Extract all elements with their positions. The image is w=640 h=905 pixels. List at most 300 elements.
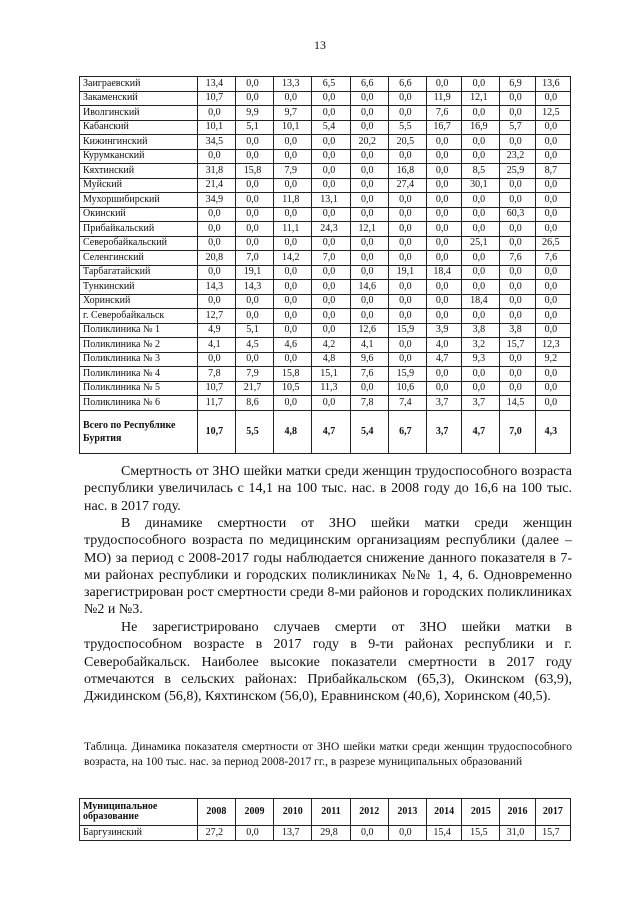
table-cell: 12,6: [350, 323, 388, 338]
table-cell: 0,0: [535, 367, 570, 382]
table-cell: 0,0: [235, 149, 273, 164]
table-cell: 0,0: [350, 91, 388, 106]
table-cell: 0,0: [312, 396, 350, 411]
table-cell: 0,0: [274, 323, 312, 338]
table-cell: 0,0: [274, 352, 312, 367]
table-cell: 7,6: [350, 367, 388, 382]
table-cell: 16,7: [427, 120, 462, 135]
table-cell: 7,6: [500, 251, 535, 266]
table-cell: 10,7: [197, 410, 235, 453]
table-cell: 9,3: [462, 352, 500, 367]
table-cell: 0,0: [462, 280, 500, 295]
table-cell: 7,8: [197, 367, 235, 382]
table-cell: 20,8: [197, 251, 235, 266]
table-cell: 0,0: [462, 106, 500, 121]
table-cell: 0,0: [312, 280, 350, 295]
table-cell: 0,0: [462, 193, 500, 208]
table-cell: 0,0: [427, 367, 462, 382]
table-cell: 0,0: [197, 106, 235, 121]
table-cell: 4,1: [350, 338, 388, 353]
table-cell: 27,2: [197, 826, 235, 841]
table-cell: 0,0: [312, 149, 350, 164]
table-cell: 0,0: [350, 120, 388, 135]
table-cell: 19,1: [235, 265, 273, 280]
table-cell: 0,0: [535, 193, 570, 208]
table-cell: 7,0: [312, 251, 350, 266]
table-cell: 0,0: [312, 164, 350, 179]
table-cell: 18,4: [427, 265, 462, 280]
table-cell: 0,0: [312, 178, 350, 193]
table-cell: 0,0: [500, 265, 535, 280]
table-cell: 0,0: [535, 396, 570, 411]
table-cell: 0,0: [235, 309, 273, 324]
table-cell: 0,0: [235, 77, 273, 92]
table-cell: 5,1: [235, 323, 273, 338]
table-cell: 4,6: [274, 338, 312, 353]
row-name: Баргузинский: [80, 826, 198, 841]
table-cell: 15,4: [427, 826, 462, 841]
table-cell: 0,0: [500, 280, 535, 295]
table-cell: 0,0: [312, 309, 350, 324]
row-name: Тарбагатайский: [80, 265, 198, 280]
table-row: [80, 309, 571, 324]
table-cell: 30,1: [462, 178, 500, 193]
table-cell: 0,0: [427, 294, 462, 309]
table-cell: 14,2: [274, 251, 312, 266]
table-cell: 0,0: [535, 135, 570, 150]
table-cell: 8,5: [462, 164, 500, 179]
table-cell: 0,0: [500, 309, 535, 324]
table-cell: 0,0: [388, 149, 426, 164]
table-cell: 0,0: [535, 280, 570, 295]
table-cell: 0,0: [462, 309, 500, 324]
table-cell: 20,2: [350, 135, 388, 150]
table-row: [80, 91, 571, 106]
row-name: Хоринский: [80, 294, 198, 309]
table-cell: 13,4: [197, 77, 235, 92]
table-cell: 0,0: [427, 77, 462, 92]
table-row: [80, 193, 571, 208]
row-name: Поликлиника № 6: [80, 396, 198, 411]
column-header-year: 2016: [500, 799, 535, 826]
table-caption: Таблица. Динамика показателя смертности от ЗНО шейки матки среди женщин трудоспособного возраста, на 100 тыс. нас. за период 2008-2017 гг., в разрезе муниципальных образований: [84, 741, 572, 768]
table-cell: 6,6: [388, 77, 426, 92]
paragraph-no-deaths-registered: [84, 619, 572, 705]
table-row: [80, 222, 571, 237]
table-cell: 0,0: [462, 381, 500, 396]
table-cell: 5,7: [500, 120, 535, 135]
table-cell: 0,0: [197, 149, 235, 164]
table-row: [80, 280, 571, 295]
table-cell: 0,0: [312, 294, 350, 309]
table-total-row: [80, 410, 571, 453]
table-row: [80, 826, 571, 841]
table-header-row: [80, 799, 571, 826]
table-cell: 10,1: [197, 120, 235, 135]
table-cell: 14,5: [500, 396, 535, 411]
table-cell: 0,0: [462, 222, 500, 237]
table-cell: 15,8: [274, 367, 312, 382]
table-cell: 0,0: [500, 352, 535, 367]
table-row: [80, 396, 571, 411]
table-cell: 4,7: [427, 352, 462, 367]
row-name: Северобайкальский: [80, 236, 198, 251]
table-cell: 10,7: [197, 381, 235, 396]
table-cell: 8,7: [535, 164, 570, 179]
table-cell: 34,9: [197, 193, 235, 208]
table-cell: 0,0: [427, 164, 462, 179]
table-cell: 5,1: [235, 120, 273, 135]
table-cell: 0,0: [350, 265, 388, 280]
column-header-year: 2013: [388, 799, 426, 826]
table-cell: 0,0: [427, 135, 462, 150]
table-row: [80, 251, 571, 266]
table-cell: 0,0: [350, 207, 388, 222]
table-row: [80, 178, 571, 193]
table-cell: 0,0: [535, 222, 570, 237]
table-cell: 0,0: [535, 178, 570, 193]
table-cell: 0,0: [388, 236, 426, 251]
table-cell: 0,0: [500, 178, 535, 193]
table-cell: 0,0: [500, 367, 535, 382]
table-cell: 0,0: [427, 193, 462, 208]
column-header-year: 2014: [427, 799, 462, 826]
table-cell: 0,0: [427, 222, 462, 237]
row-name: Поликлиника № 5: [80, 381, 198, 396]
table-cell: 14,3: [235, 280, 273, 295]
table-cell: 0,0: [535, 207, 570, 222]
table-cell: 0,0: [350, 236, 388, 251]
row-name: Поликлиника № 1: [80, 323, 198, 338]
table-cell: 15,8: [235, 164, 273, 179]
row-name: Поликлиника № 4: [80, 367, 198, 382]
table-cell: 4,8: [274, 410, 312, 453]
table-cell: 0,0: [235, 222, 273, 237]
table-cell: 0,0: [197, 352, 235, 367]
row-name: Поликлиника № 2: [80, 338, 198, 353]
table-cell: 24,3: [312, 222, 350, 237]
table-cell: 7,0: [235, 251, 273, 266]
table-cell: 0,0: [235, 826, 273, 841]
table-cell: 6,7: [388, 410, 426, 453]
table-cell: 10,6: [388, 381, 426, 396]
table-cell: 11,8: [274, 193, 312, 208]
table-cell: 0,0: [535, 309, 570, 324]
table-cell: 3,9: [427, 323, 462, 338]
table-cell: 3,7: [462, 396, 500, 411]
table-cell: 0,0: [235, 135, 273, 150]
table-cell: 10,1: [274, 120, 312, 135]
table-cell: 0,0: [312, 106, 350, 121]
table-cell: 0,0: [388, 294, 426, 309]
table-cell: 0,0: [235, 352, 273, 367]
table-cell: 0,0: [274, 178, 312, 193]
table-cell: 0,0: [197, 236, 235, 251]
table-cell: 0,0: [388, 91, 426, 106]
table-cell: 31,0: [500, 826, 535, 841]
table-cell: 4,5: [235, 338, 273, 353]
table-cell: 0,0: [535, 265, 570, 280]
table-cell: 0,0: [235, 236, 273, 251]
table-cell: 0,0: [462, 207, 500, 222]
table-cell: 9,6: [350, 352, 388, 367]
table-cell: 12,5: [535, 106, 570, 121]
table-row: [80, 367, 571, 382]
table-cell: 0,0: [235, 207, 273, 222]
column-header-year: 2008: [197, 799, 235, 826]
table-cell: 0,0: [535, 323, 570, 338]
table-cell: 23,2: [500, 149, 535, 164]
table-cell: 12,3: [535, 338, 570, 353]
table-cell: 15,9: [388, 323, 426, 338]
table-row: [80, 352, 571, 367]
table-cell: 0,0: [197, 294, 235, 309]
table-cell: 15,5: [462, 826, 500, 841]
table-cell: 3,8: [500, 323, 535, 338]
table-cell: 6,5: [312, 77, 350, 92]
column-header-year: 2012: [350, 799, 388, 826]
row-name: Тункинский: [80, 280, 198, 295]
paragraph-mortality-increase: [84, 463, 572, 515]
table-cell: 0,0: [462, 135, 500, 150]
table-cell: 0,0: [274, 207, 312, 222]
table-cell: 0,0: [388, 106, 426, 121]
table-cell: 27,4: [388, 178, 426, 193]
table-cell: 3,8: [462, 323, 500, 338]
table-cell: 7,4: [388, 396, 426, 411]
table-cell: 0,0: [350, 193, 388, 208]
table-cell: 5,4: [350, 410, 388, 453]
row-name: Иволгинский: [80, 106, 198, 121]
table-cell: 0,0: [274, 280, 312, 295]
table-cell: 0,0: [535, 149, 570, 164]
table-cell: 0,0: [427, 280, 462, 295]
table-cell: 0,0: [500, 135, 535, 150]
table-cell: 15,9: [388, 367, 426, 382]
row-name: Заиграевский: [80, 77, 198, 92]
table-cell: 0,0: [350, 309, 388, 324]
table-cell: 7,6: [535, 251, 570, 266]
table-cell: 25,9: [500, 164, 535, 179]
table-cell: 0,0: [427, 207, 462, 222]
table-cell: 4,7: [462, 410, 500, 453]
table-cell: 0,0: [274, 149, 312, 164]
table-row: [80, 77, 571, 92]
table-cell: 12,1: [350, 222, 388, 237]
row-name: Закаменский: [80, 91, 198, 106]
table-cell: 15,7: [535, 826, 570, 841]
table-cell: 21,7: [235, 381, 273, 396]
table-cell: 0,0: [312, 323, 350, 338]
table-row: [80, 207, 571, 222]
table-cell: 4,2: [312, 338, 350, 353]
table-row: [80, 120, 571, 135]
table-cell: 10,5: [274, 381, 312, 396]
column-header-municipality: Муниципальное образование: [80, 799, 198, 826]
table-cell: 7,9: [235, 367, 273, 382]
row-name: г. Северобайкальск: [80, 309, 198, 324]
table-cell: 0,0: [462, 251, 500, 266]
table-cell: 13,7: [274, 826, 312, 841]
column-header-year: 2017: [535, 799, 570, 826]
table-cell: 0,0: [500, 222, 535, 237]
table-cell: 0,0: [274, 294, 312, 309]
table-cell: 25,1: [462, 236, 500, 251]
table-cell: 0,0: [312, 135, 350, 150]
table-cell: 4,9: [197, 323, 235, 338]
table-cell: 7,9: [274, 164, 312, 179]
table-cell: 0,0: [235, 91, 273, 106]
table-cell: 4,3: [535, 410, 570, 453]
row-name: Курумканский: [80, 149, 198, 164]
table-cell: 0,0: [197, 222, 235, 237]
table-cell: 7,8: [350, 396, 388, 411]
table-cell: 0,0: [388, 826, 426, 841]
table-cell: 34,5: [197, 135, 235, 150]
table-cell: 0,0: [274, 265, 312, 280]
table-cell: 0,0: [235, 193, 273, 208]
table-row: [80, 149, 571, 164]
table-cell: 0,0: [427, 309, 462, 324]
table-cell: 0,0: [427, 381, 462, 396]
table-row: [80, 236, 571, 251]
table-cell: 8,6: [235, 396, 273, 411]
row-name: Селенгинский: [80, 251, 198, 266]
table-cell: 0,0: [500, 106, 535, 121]
table-cell: 4,8: [312, 352, 350, 367]
table-cell: 18,4: [462, 294, 500, 309]
table-cell: 0,0: [312, 265, 350, 280]
row-name: Муйский: [80, 178, 198, 193]
table-cell: 9,7: [274, 106, 312, 121]
table-cell: 0,0: [427, 251, 462, 266]
table-cell: 0,0: [535, 381, 570, 396]
table-cell: 13,1: [312, 193, 350, 208]
column-header-year: 2011: [312, 799, 350, 826]
table-row: [80, 265, 571, 280]
table-cell: 0,0: [350, 164, 388, 179]
table-cell: 0,0: [350, 826, 388, 841]
row-name: Кижингинский: [80, 135, 198, 150]
table-row: [80, 381, 571, 396]
row-name: Поликлиника № 3: [80, 352, 198, 367]
row-name: Кабанский: [80, 120, 198, 135]
table-cell: 9,9: [235, 106, 273, 121]
table-cell: 0,0: [388, 222, 426, 237]
table-cell: 0,0: [388, 309, 426, 324]
table-cell: 0,0: [312, 207, 350, 222]
table-cell: 29,8: [312, 826, 350, 841]
table-cell: 4,7: [312, 410, 350, 453]
table-cell: 0,0: [462, 149, 500, 164]
table-cell: 0,0: [535, 91, 570, 106]
table-cell: 0,0: [388, 352, 426, 367]
table-cell: 26,5: [535, 236, 570, 251]
table-cell: 0,0: [274, 309, 312, 324]
row-name: Всего по Республике Бурятия: [80, 410, 198, 453]
table-cell: 7,6: [427, 106, 462, 121]
row-name: Окинский: [80, 207, 198, 222]
table-cell: 11,9: [427, 91, 462, 106]
table-cell: 14,3: [197, 280, 235, 295]
table-cell: 4,0: [427, 338, 462, 353]
table-cell: 11,1: [274, 222, 312, 237]
table-row: [80, 106, 571, 121]
column-header-year: 2015: [462, 799, 500, 826]
table-cell: 4,1: [197, 338, 235, 353]
table-cell: 0,0: [500, 193, 535, 208]
table-row: [80, 294, 571, 309]
table-cell: 0,0: [462, 77, 500, 92]
table-cell: 0,0: [427, 178, 462, 193]
table-cell: 13,3: [274, 77, 312, 92]
table-cell: 16,8: [388, 164, 426, 179]
table-cell: 0,0: [274, 396, 312, 411]
table-cell: 0,0: [350, 381, 388, 396]
column-header-year: 2010: [274, 799, 312, 826]
table-row: [80, 164, 571, 179]
table-cell: 5,4: [312, 120, 350, 135]
table-cell: 3,7: [427, 396, 462, 411]
table-cell: 19,1: [388, 265, 426, 280]
table-cell: 12,1: [462, 91, 500, 106]
table-cell: 0,0: [388, 207, 426, 222]
table-cell: 0,0: [388, 338, 426, 353]
table-cell: 0,0: [197, 207, 235, 222]
table-cell: 0,0: [197, 265, 235, 280]
table-cell: 0,0: [274, 236, 312, 251]
table-cell: 0,0: [535, 294, 570, 309]
row-name: Прибайкальский: [80, 222, 198, 237]
table-cell: 12,7: [197, 309, 235, 324]
table-cell: 20,5: [388, 135, 426, 150]
table-cell: 9,2: [535, 352, 570, 367]
table-cell: 7,0: [500, 410, 535, 453]
table-cell: 0,0: [500, 91, 535, 106]
table-cell: 5,5: [235, 410, 273, 453]
paragraph-text: Не зарегистрировано случаев смерти от ЗНО шейки матки в трудоспособном возрасте в 2017 году в 9-ти районах республики и г. Северобайкальск. Наиболее высокие показатели смертности в 2017 году отмечаются в сельских районах: Прибайкальском (65,3), Окинском (63,9), Джидинском (56,8), Кяхтинском (56,0), Еравнинском (40,6), Хоринском (40,5).: [84, 620, 572, 705]
table-cell: 0,0: [235, 178, 273, 193]
table-cell: 13,6: [535, 77, 570, 92]
table-cell: 60,3: [500, 207, 535, 222]
paragraph-mortality-dynamics: [84, 515, 572, 619]
table-cell: 16,9: [462, 120, 500, 135]
mortality-table-continued: [79, 76, 571, 454]
table-cell: 15,1: [312, 367, 350, 382]
table-cell: 14,6: [350, 280, 388, 295]
table-cell: 11,3: [312, 381, 350, 396]
table-cell: 11,7: [197, 396, 235, 411]
column-header-year: 2009: [235, 799, 273, 826]
table-cell: 10,7: [197, 91, 235, 106]
table-cell: 6,6: [350, 77, 388, 92]
table-cell: 0,0: [350, 251, 388, 266]
table-row: [80, 135, 571, 150]
mortality-table-by-municipality: [79, 798, 571, 841]
paragraph-text: В динамике смертности от ЗНО шейки матки среди женщин трудоспособного возраста по медицинским организациям республики (далее – МО) за период с 2008-2017 годы наблюдается снижение данного показателя в 7-ми районах республики и городских поликлиниках №№ 1, 4, 6. Одновременно зарегистрирован рост смертности среди 8-ми районов и городских поликлиниках №2 и №3.: [84, 516, 572, 618]
table-cell: 0,0: [312, 236, 350, 251]
table-cell: 0,0: [350, 106, 388, 121]
table-cell: 0,0: [427, 236, 462, 251]
table-cell: 0,0: [350, 294, 388, 309]
table-row: [80, 338, 571, 353]
table-cell: 15,7: [500, 338, 535, 353]
table-cell: 0,0: [535, 120, 570, 135]
table-cell: 0,0: [274, 91, 312, 106]
table-row: [80, 323, 571, 338]
table-cell: 31,8: [197, 164, 235, 179]
row-name: Мухоршибирский: [80, 193, 198, 208]
